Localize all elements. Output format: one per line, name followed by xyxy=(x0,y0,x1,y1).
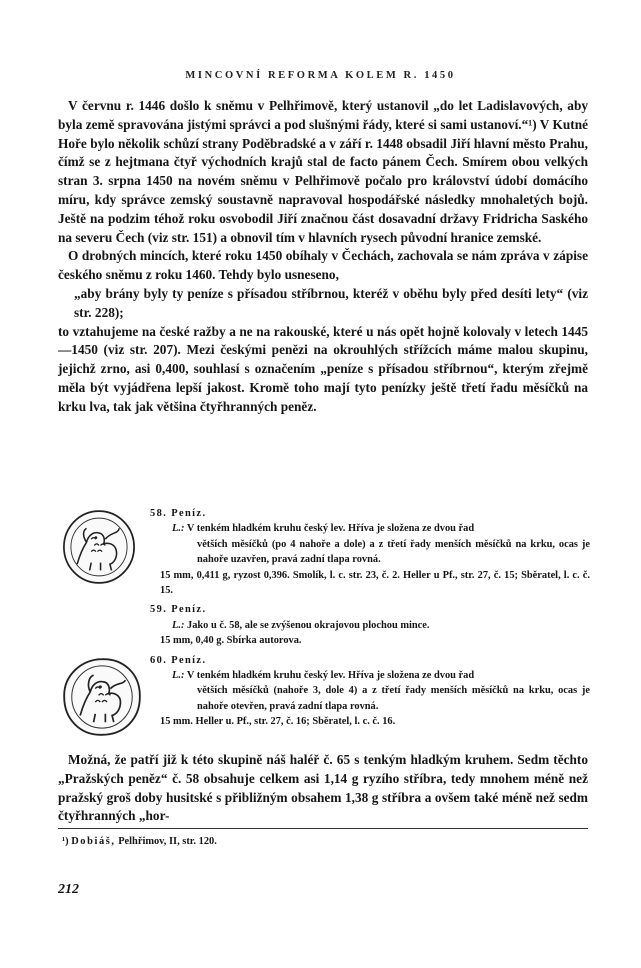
paragraph-1: V červnu r. 1446 došlo k sněmu v Pelhřimově, který ustanovil „do let Ladislavových, aby byla země spravována jistými správci a pod slušnými řády, které si sami ustanoví.“¹) V Kutné Hoře bylo několik schůzí strany Poděbradské a v září r. 1448 obsadil Jiří hlavní město Prahu, čímž se z hejtmana čtyř východních krajů stal de facto pánem Čech. Smírem obou velkých stran 3. srpna 1450 na novém sněmu v Pelhřimově počalo pro království údobí domácího míru, kdy správce zemský soustavně napravoval hospodářské následky mnohaletých bojů. Ještě na podzim téhož roku osvobodil Jiří značnou část dosavadní državy Fridricha Saského na severu Čech (viz str. 151) a obnovil tím v hlavních rysech původní hranice zemské. xyxy=(58,98,588,245)
block-quote: „aby brány byly ty peníze s přísadou stříbrnou, kteréž v oběhu byly před desíti lety“ (viz str. 228); xyxy=(74,285,588,320)
main-text xyxy=(58,97,588,417)
entry-description: V tenkém hladkém kruhu český lev. Hříva je složena ze dvou řad xyxy=(186,523,475,535)
closing-text xyxy=(58,751,588,826)
paragraph-closing: Možná, že patří již k této skupině náš haléř č. 65 s tenkým hladkým kruhem. Sedm těchto „Pražských peněz“ č. 58 obsahuje celkem asi 1,14 g ryzího stříbra, tedy mnohem méně než pražský groš doby husitské s přibližným obsahem 1,38 g stříbra a ovšem také méně než sedm čtyřhranných „hor- xyxy=(58,752,588,824)
page-number: 212 xyxy=(58,882,79,897)
entry-meta: 15 mm, 0,40 g. Sbírka autorova. xyxy=(160,635,302,647)
entry-meta: 15 mm, 0,411 g, ryzost 0,396. Smolík, l. c. str. 23, č. 2. Heller u Pf., str. 27, č. 15; Sběratel, l. c. č. 15. xyxy=(160,569,590,597)
catalogue-entry-59 xyxy=(150,602,590,648)
entry-description: V tenkém hladkém kruhu český lev. Hříva je složena ze dvou řad xyxy=(186,670,475,682)
paragraph-2: O drobných mincích, které roku 1450 obíhaly v Čechách, zachovala se nám zpráva v zápise českého sněmu z roku 1460. Tehdy bylo usneseno, xyxy=(58,248,588,283)
coin-catalogue xyxy=(150,506,590,734)
entry-label: L.: xyxy=(172,523,185,535)
lion-coin-icon xyxy=(60,655,144,739)
entry-number: 59. xyxy=(150,604,168,616)
paragraph-continuation: to vztahujeme na české ražby a ne na rakouské, které u nás opět hojně kolovaly v letech 1445—1450 (viz str. 207). Mezi českými penězi na okrouhlých střížcích máme malou skupinu, jejichž zrno, asi 0,400, souhlasí s označením „peníze s přísadou stříbrnou“, kterým zřejmě měla být vyjádřena lepší jakost. Kromě toho mají tyto penízky ještě třetí řadu měsíčků na krku lva, tak jak většina čtyřhranných peněz. xyxy=(58,323,588,414)
entry-description: Jako u č. 58, ale se zvýšenou okrajovou plochou mince. xyxy=(187,619,430,631)
entry-number: 60. xyxy=(150,654,168,666)
footnote-author: Dobiáš, xyxy=(71,836,116,847)
footnote-text: Pelhřimov, II, str. 120. xyxy=(118,836,217,847)
entry-description-continued: větších měsíčků (po 4 nahoře a dole) a z třetí řady menších měsíčků na krku, ocas je nahoře uzavřen, pravá zadní tlapa rovná. xyxy=(197,538,590,566)
catalogue-entry-60 xyxy=(150,653,590,730)
lion-coin-icon xyxy=(60,508,138,586)
entry-label: L.: xyxy=(172,619,185,631)
entry-name: Peníz. xyxy=(171,604,207,616)
running-head: MINCOVNÍ REFORMA KOLEM R. 1450 xyxy=(185,70,456,81)
entry-name: Peníz. xyxy=(171,508,207,519)
footnote-marker: ¹) xyxy=(62,836,69,847)
entry-meta: 15 mm. Heller u. Pf., str. 27, č. 16; Sběratel, l. c. č. 16. xyxy=(160,716,396,728)
footnote-divider xyxy=(58,828,588,829)
entry-description-continued: větších měsíčků (nahoře 3, dole 4) a z třetí řady menších měsíčků na krku, ocas je nahoře otevřen, pravá zadní tlapa rovná. xyxy=(197,685,590,712)
catalogue-entry-58 xyxy=(150,506,590,598)
entry-number: 58. xyxy=(150,508,168,519)
entry-label: L.: xyxy=(172,670,185,682)
footnote xyxy=(62,836,217,847)
entry-name: Peníz. xyxy=(171,654,207,666)
